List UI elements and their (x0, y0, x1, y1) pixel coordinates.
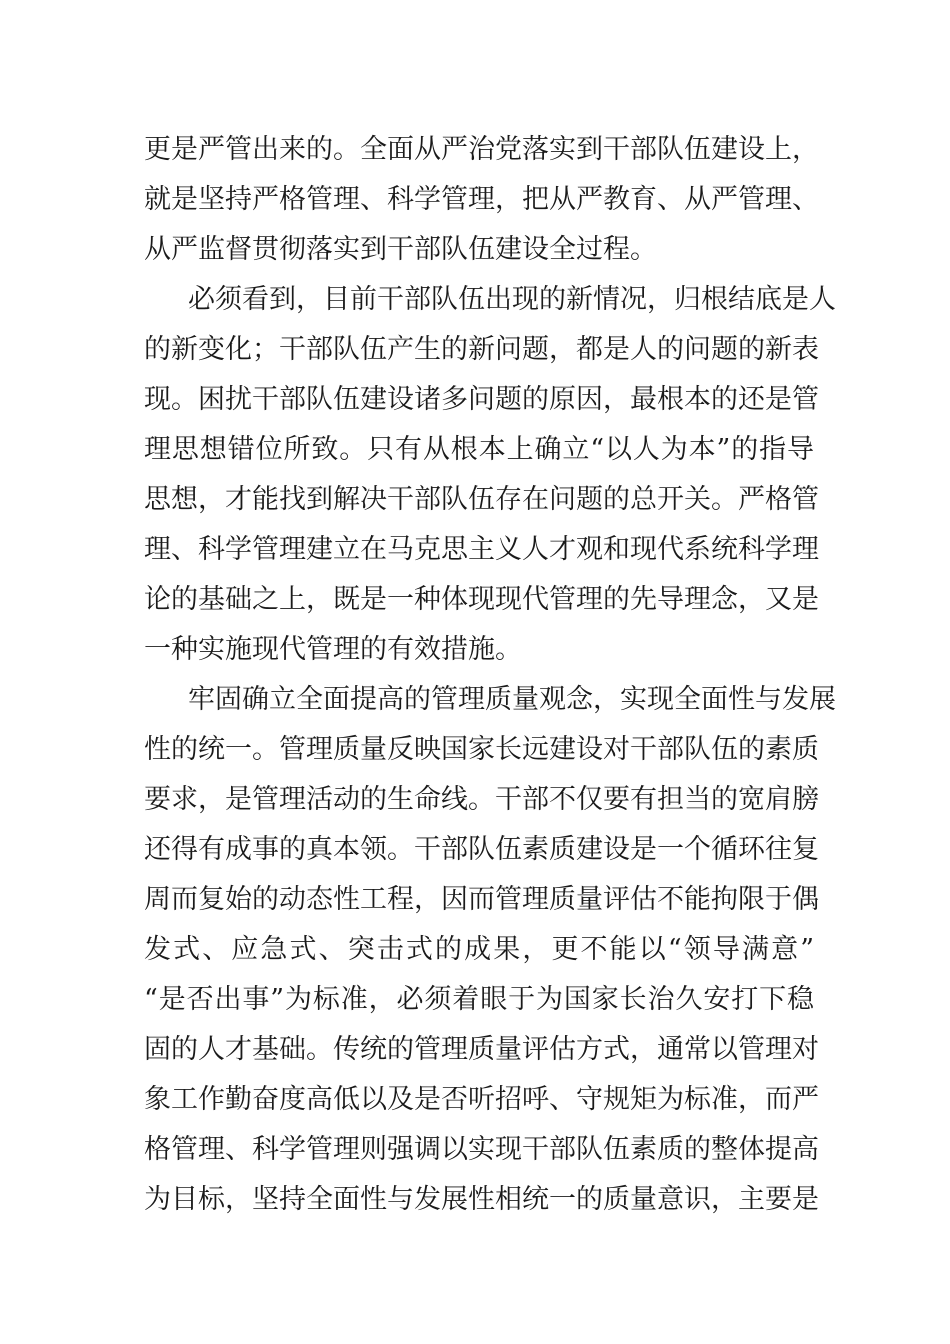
paragraph-line: 一种实施现代管理的有效措施。 (144, 634, 522, 665)
paragraph-line: 象工作勤奋度高低以及是否听招呼、守规矩为标准，而严 (144, 1084, 819, 1115)
paragraph-line: 为目标，坚持全面性与发展性相统一的质量意识，主要是 (144, 1184, 819, 1215)
paragraph-line: 牢固确立全面提高的管理质量观念，实现全面性与发展 (188, 684, 836, 715)
paragraph-line: 的新变化；干部队伍产生的新问题，都是人的问题的新表 (144, 334, 819, 365)
paragraph-line: 性的统一。管理质量反映国家长远建设对干部队伍的素质 (144, 734, 819, 765)
paragraph-line: 现。困扰干部队伍建设诸多问题的原因，最根本的还是管 (144, 384, 819, 415)
paragraph-line: 就是坚持严格管理、科学管理，把从严教育、从严管理、 (144, 184, 819, 215)
paragraph-line: 周而复始的动态性工程，因而管理质量评估不能拘限于偶 (144, 884, 819, 915)
paragraph-line: 还得有成事的真本领。干部队伍素质建设是一个循环往复 (144, 834, 819, 865)
paragraph-line: 从严监督贯彻落实到干部队伍建设全过程。 (144, 234, 657, 265)
paragraph-line: 固的人才基础。传统的管理质量评估方式，通常以管理对 (144, 1034, 819, 1065)
paragraph-line: 必须看到，目前干部队伍出现的新情况，归根结底是人 (188, 284, 836, 315)
paragraph-line: 格管理、科学管理则强调以实现干部队伍素质的整体提高 (144, 1134, 819, 1165)
paragraph-line: 更是严管出来的。全面从严治党落实到干部队伍建设上， (144, 134, 819, 165)
paragraph-line: 发式、应急式、突击式的成果，更不能以“领导满意” (144, 934, 814, 965)
paragraph-line: 要求，是管理活动的生命线。干部不仅要有担当的宽肩膀 (144, 784, 819, 815)
paragraph-line: 理思想错位所致。只有从根本上确立“以人为本”的指导 (144, 434, 814, 465)
paragraph-line: 理、科学管理建立在马克思主义人才观和现代系统科学理 (144, 534, 819, 565)
paragraph-line: “是否出事”为标准，必须着眼于为国家长治久安打下稳 (144, 984, 814, 1015)
paragraph-line: 论的基础之上，既是一种体现现代管理的先导理念，又是 (144, 584, 819, 615)
paragraph-line: 思想，才能找到解决干部队伍存在问题的总开关。严格管 (144, 484, 819, 515)
